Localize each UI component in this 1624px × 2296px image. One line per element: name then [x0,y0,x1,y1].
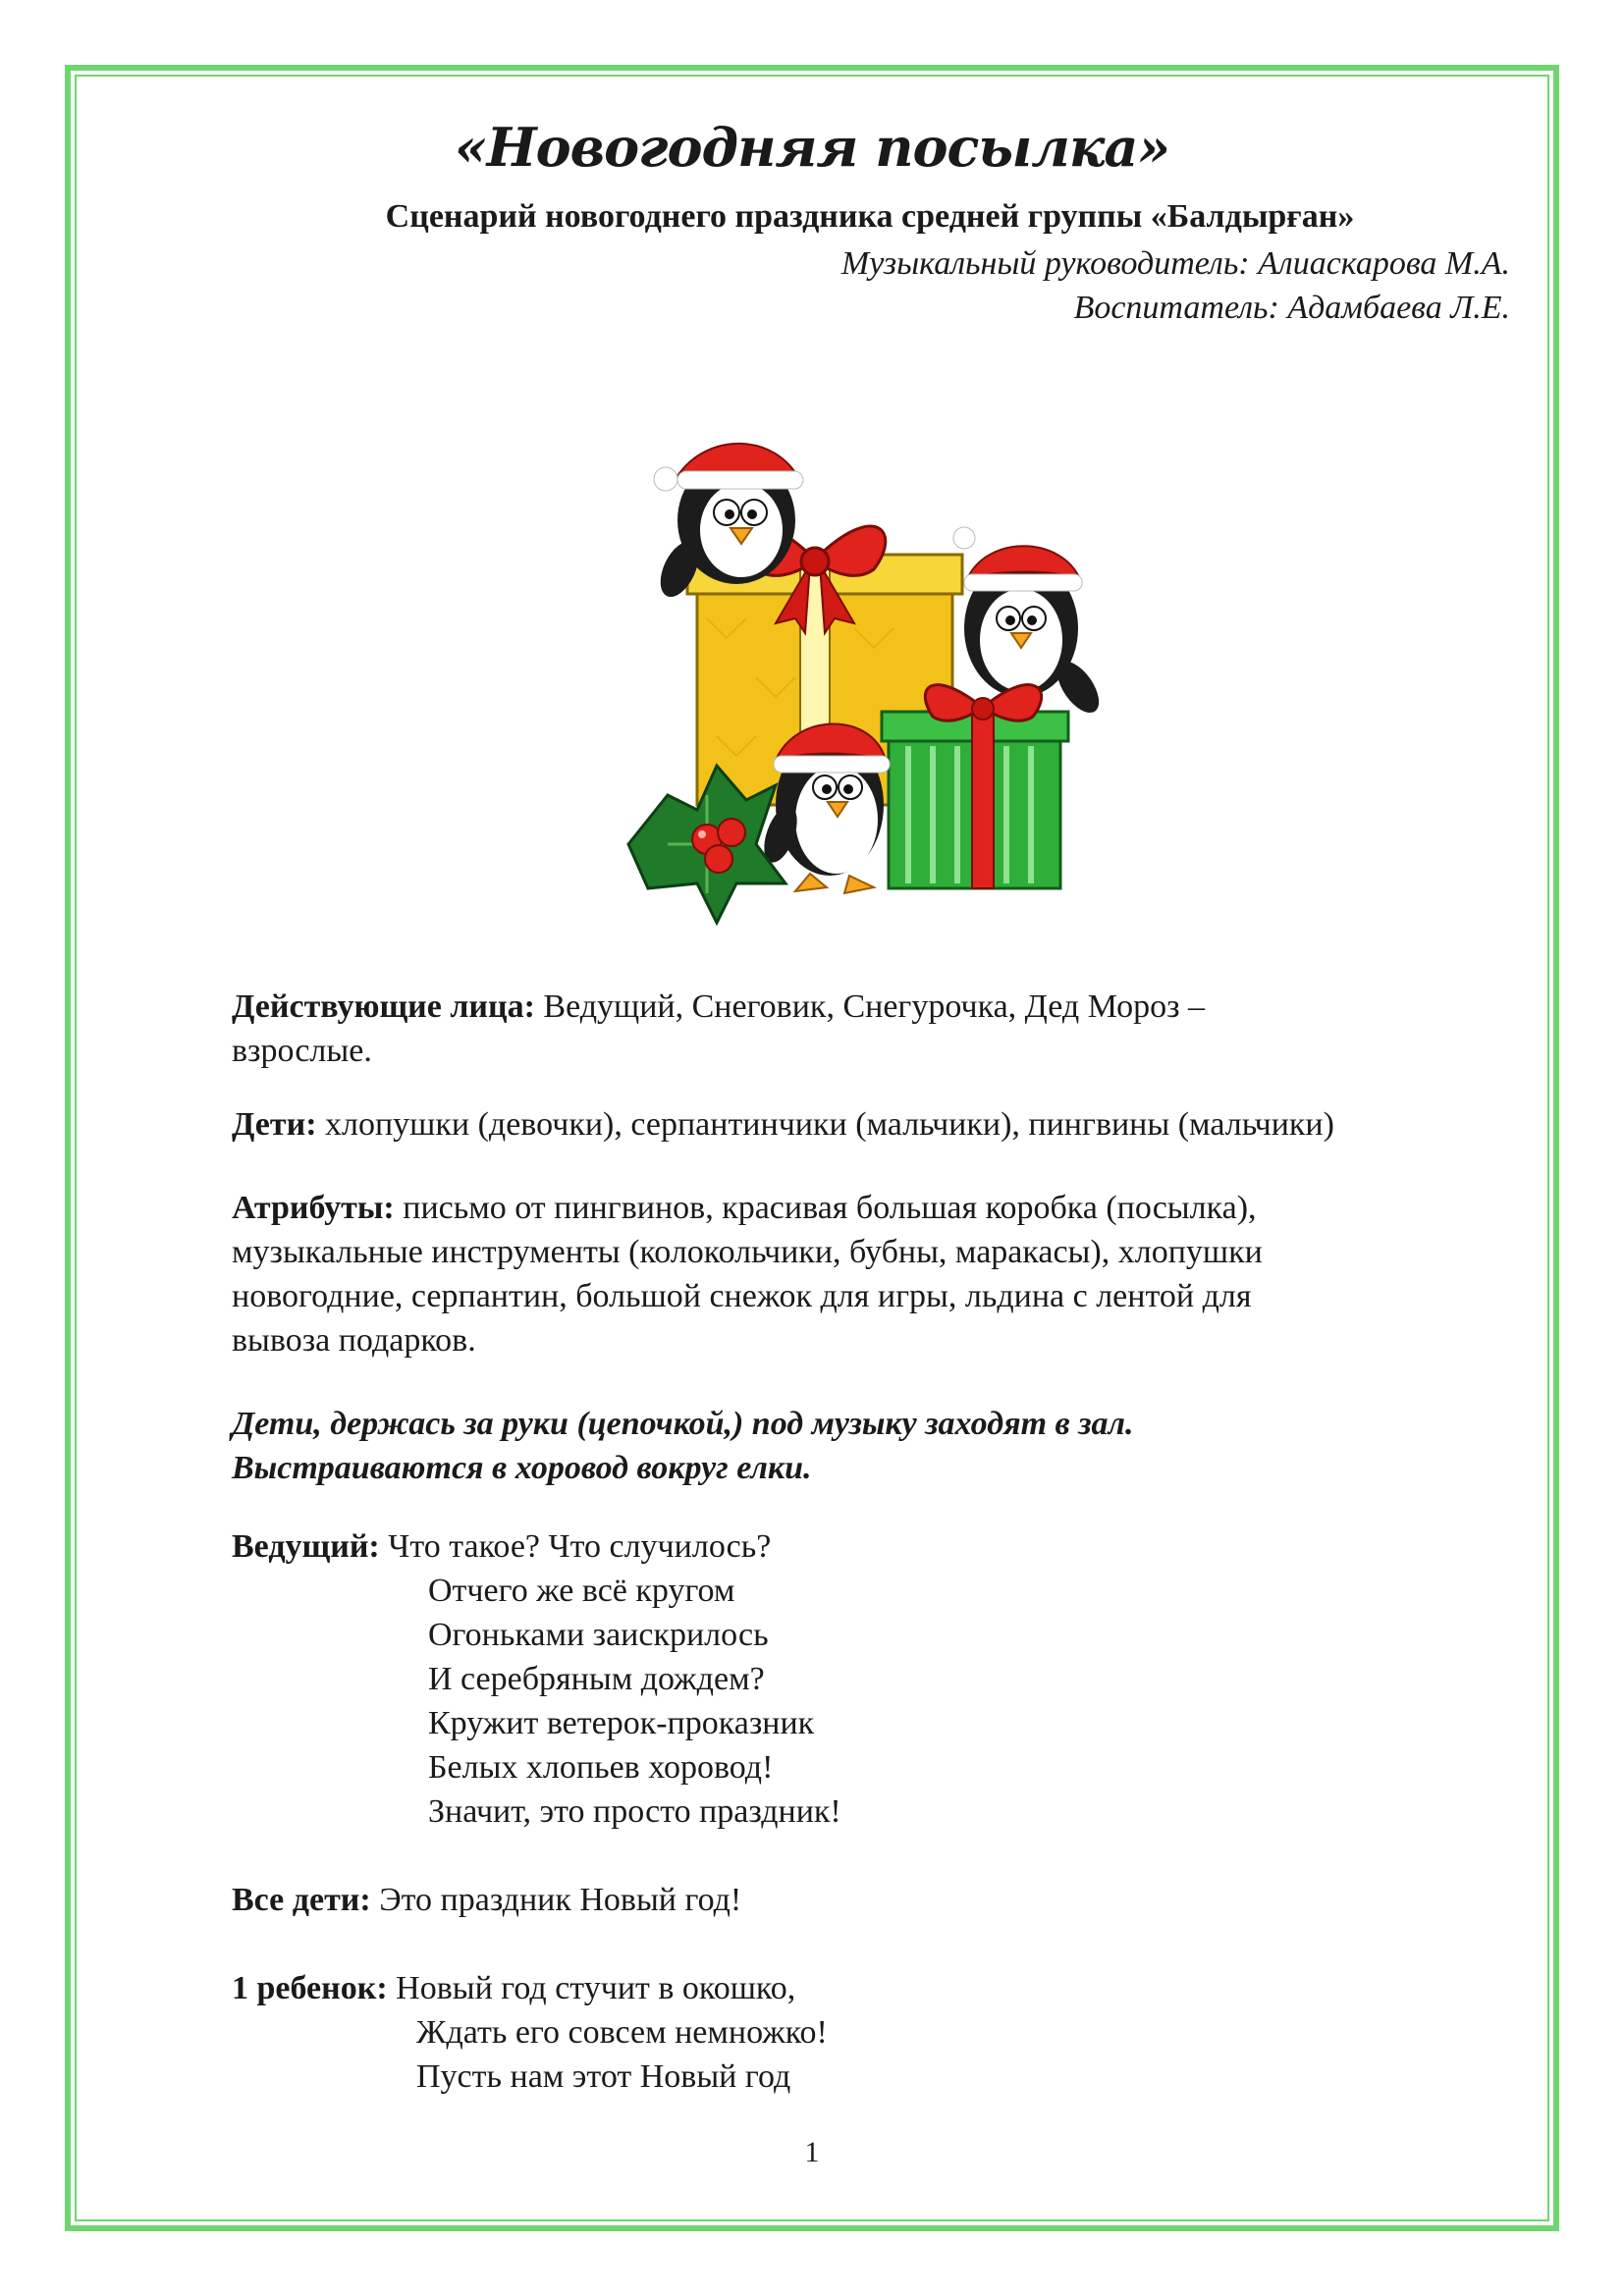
page-number: 1 [804,2136,820,2168]
stage-direction-line1: Дети, держась за руки (цепочкой,) под музыку заходят в зал. [232,1406,1134,1442]
attributes-label: Атрибуты: [232,1190,395,1226]
host-speaker-label [232,1524,771,1569]
children-label: Дети: [232,1106,317,1143]
host-verse-line-2: Огоньками заискрилось [428,1617,769,1653]
child1-label: 1 ребенок: [232,1970,388,2006]
document-title: «Новогодняя посылка» [454,116,1170,179]
children-paragraph [232,1102,1334,1147]
characters-label: Действующие лица: [232,988,535,1025]
green-gift-icon [882,685,1068,888]
child1-verse-line-0: Новый год стучит в окошко, [396,1970,796,2006]
attributes-text-line1: письмо от пингвинов, красивая большая коробка (посылка), [403,1190,1257,1226]
host-verse-lines [428,1569,841,1834]
penguins-with-gifts-icon [609,422,1119,933]
attributes-paragraph [232,1186,1263,1362]
child1-verse-lines [416,2010,828,2099]
host-verse-line-3: И серебряным дождем? [428,1661,765,1697]
characters-text-line2: взрослые. [232,1033,372,1069]
attributes-text-line4: вывоза подарков. [232,1322,476,1359]
attributes-text-line2: музыкальные инструменты (колокольчики, бубны, маракасы), хлопушки [232,1234,1263,1270]
child1-verse-line-1: Ждать его совсем немножко! [416,2014,828,2051]
stage-direction-line2: Выстраиваются в хоровод вокруг елки. [232,1450,812,1486]
characters-paragraph [232,985,1205,1073]
document-subtitle: Сценарий новогоднего праздника средней группы «Балдырған» [385,198,1355,235]
characters-text-line1: Ведущий, Снеговик, Снегурочка, Дед Мороз – [543,988,1206,1025]
host-verse-line-5: Белых хлопьев хоровод! [428,1749,774,1786]
host-label: Ведущий: [232,1528,380,1565]
host-verse-line-1: Отчего же всё кругом [428,1573,735,1609]
stage-direction [232,1402,1133,1490]
music-director-credit: Музыкальный руководитель: Алиаскарова М.А. [840,245,1510,282]
host-verse-line-0: Что такое? Что случилось? [388,1528,772,1565]
teacher-credit: Воспитатель: Адамбаева Л.Е. [1073,290,1510,326]
children-text: хлопушки (девочки), серпантинчики (мальчики), пингвины (мальчики) [325,1106,1334,1143]
attributes-text-line3: новогодние, серпантин, большой снежок для игры, льдина с лентой для [232,1278,1252,1314]
all-children-label: Все дети: [232,1882,371,1918]
host-verse-line-6: Значит, это просто праздник! [428,1793,841,1830]
child1-verse-line-2: Пусть нам этот Новый год [416,2058,791,2095]
all-children-line [232,1878,741,1922]
all-children-text: Это праздник Новый год! [379,1882,742,1918]
child1-speaker-label [232,1966,795,2010]
host-verse-line-4: Кружит ветерок-проказник [428,1705,815,1741]
